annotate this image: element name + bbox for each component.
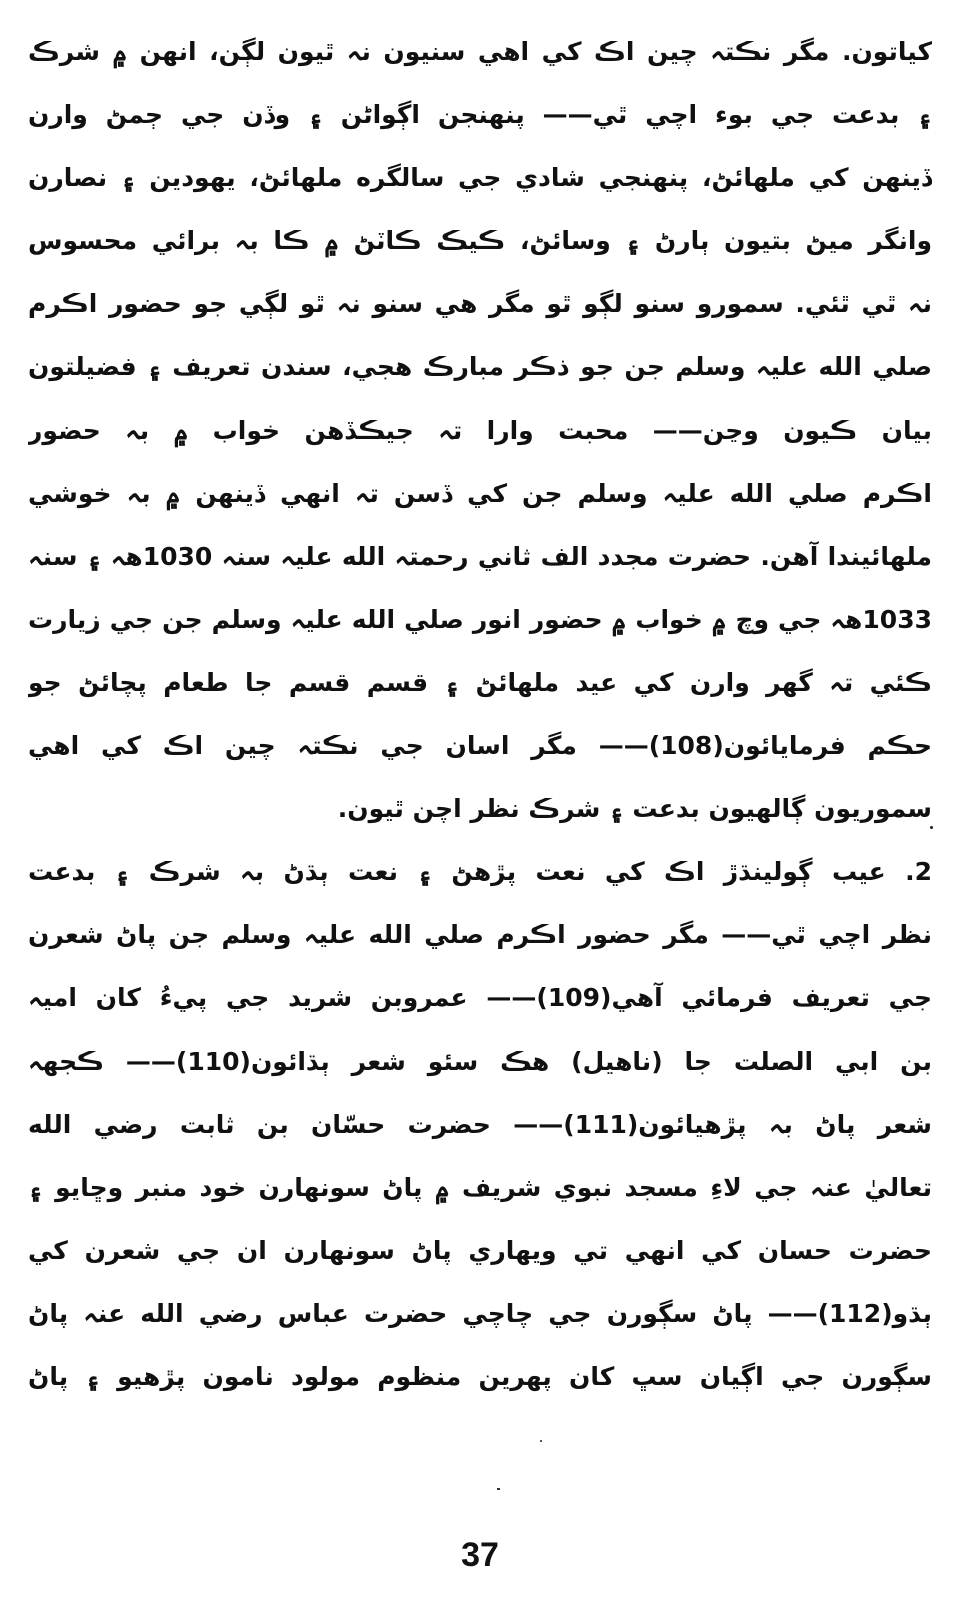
text-line: بن ابي الصلت جا (ناهيل) هڪ سئو شعر ٻڌائون(110)—— ڪجهہ	[28, 1046, 932, 1076]
text-line: بيان ڪيون وڃن—— محبت وارا تہ جيڪڏهن خواب ۾ بہ حضور	[28, 415, 932, 445]
text-line: 1033هہ جي وچ ۾ خواب ۾ حضور انور صلي الله عليہ وسلم جن جي زيارت	[28, 604, 932, 634]
numbered-item-line: 2. عيب ڳولينڌڙ اڪ کي نعت پڙهڻ ۽ نعت ٻڌڻ بہ شرڪ ۽ بدعت	[28, 857, 932, 887]
scan-speck	[497, 1488, 500, 1490]
text-line: جي تعريف فرمائي آهي(109)—— عمروبن شريد جي پيءُ کان اميہ	[28, 983, 932, 1013]
text-line: ملهائيندا آهن. حضرت مجدد الف ثاني رحمتہ الله عليہ سنہ 1030هہ ۽ سنہ	[28, 541, 932, 571]
text-line: كياتون. مگر نڪتہ چين اڪ کي اهي سنيون نہ ٿيون لڳن، انهن ۾ شرڪ	[28, 37, 932, 66]
body-text	[28, 20, 932, 1408]
text-line: سڳورن جي اڳيان سڀ کان پهرين منظوم مولود نامون پڙهيو ۽ پاڻ	[28, 1361, 932, 1391]
text-line: ڏينهن کي ملهائڻ، پنهنجي شادي جي سالگره ملهائڻ، يهودين ۽ نصارن	[28, 163, 932, 193]
text-line: حضرت حسان کي انهي تي ويهاري پاڻ سونهارن ان جي شعرن کي	[28, 1235, 932, 1265]
text-line: صلي الله عليہ وسلم جن جو ذڪر مبارڪ هجي، سندن تعريف ۽ فضيلتون	[28, 352, 932, 382]
text-line: نظر اچي ٿي—— مگر حضور اڪرم صلي الله عليہ وسلم جن پاڻ شعرن	[28, 920, 932, 950]
scan-speck	[540, 1440, 542, 1442]
text-line: حڪم فرمايائون(108)—— مگر اسان جي نڪتہ چين اڪ کي اهي	[28, 731, 932, 761]
text-line: وانگر ميڻ بتيون ٻارڻ ۽ وسائڻ، ڪيڪ ڪاٽڻ ۾ ڪا بہ برائي محسوس	[28, 226, 932, 256]
scan-speck	[930, 826, 933, 829]
paragraph-end-line: سموريون ڳالهيون بدعت ۽ شرڪ نظر اچن ٿيون.	[337, 794, 932, 824]
text-line: نہ ٿي ٿئي. سمورو سنو لڳو ٿو مگر هي سنو نہ ٿو لڳي جو حضور اڪرم	[28, 289, 932, 319]
text-line: ڪئي تہ گهر وارن کي عيد ملهائڻ ۽ قسم قسم جا طعام پچائڻ جو	[28, 667, 932, 697]
text-line: ۽ بدعت جي بوء اچي ٿي—— پنهنجن اڳواڻن ۽ وڏن جي ڄمڻ وارن	[28, 100, 932, 130]
text-line: تعاليٰ عنہ جي لاءِ مسجد نبوي شريف ۾ پاڻ سونهارن خود منبر وڇايو ۽	[28, 1172, 932, 1202]
text-line: اڪرم صلي الله عليہ وسلم جن کي ڏسن تہ انهي ڏينهن ۾ بہ خوشي	[28, 478, 932, 508]
page-number: 37	[461, 1536, 499, 1574]
text-line: ٻڌو(112)—— پاڻ سڳورن جي چاچي حضرت عباس رضي الله عنہ پاڻ	[28, 1298, 932, 1328]
text-line: شعر پاڻ بہ پڙهيائون(111)—— حضرت حسّان بن ثابت رضي الله	[28, 1109, 932, 1139]
